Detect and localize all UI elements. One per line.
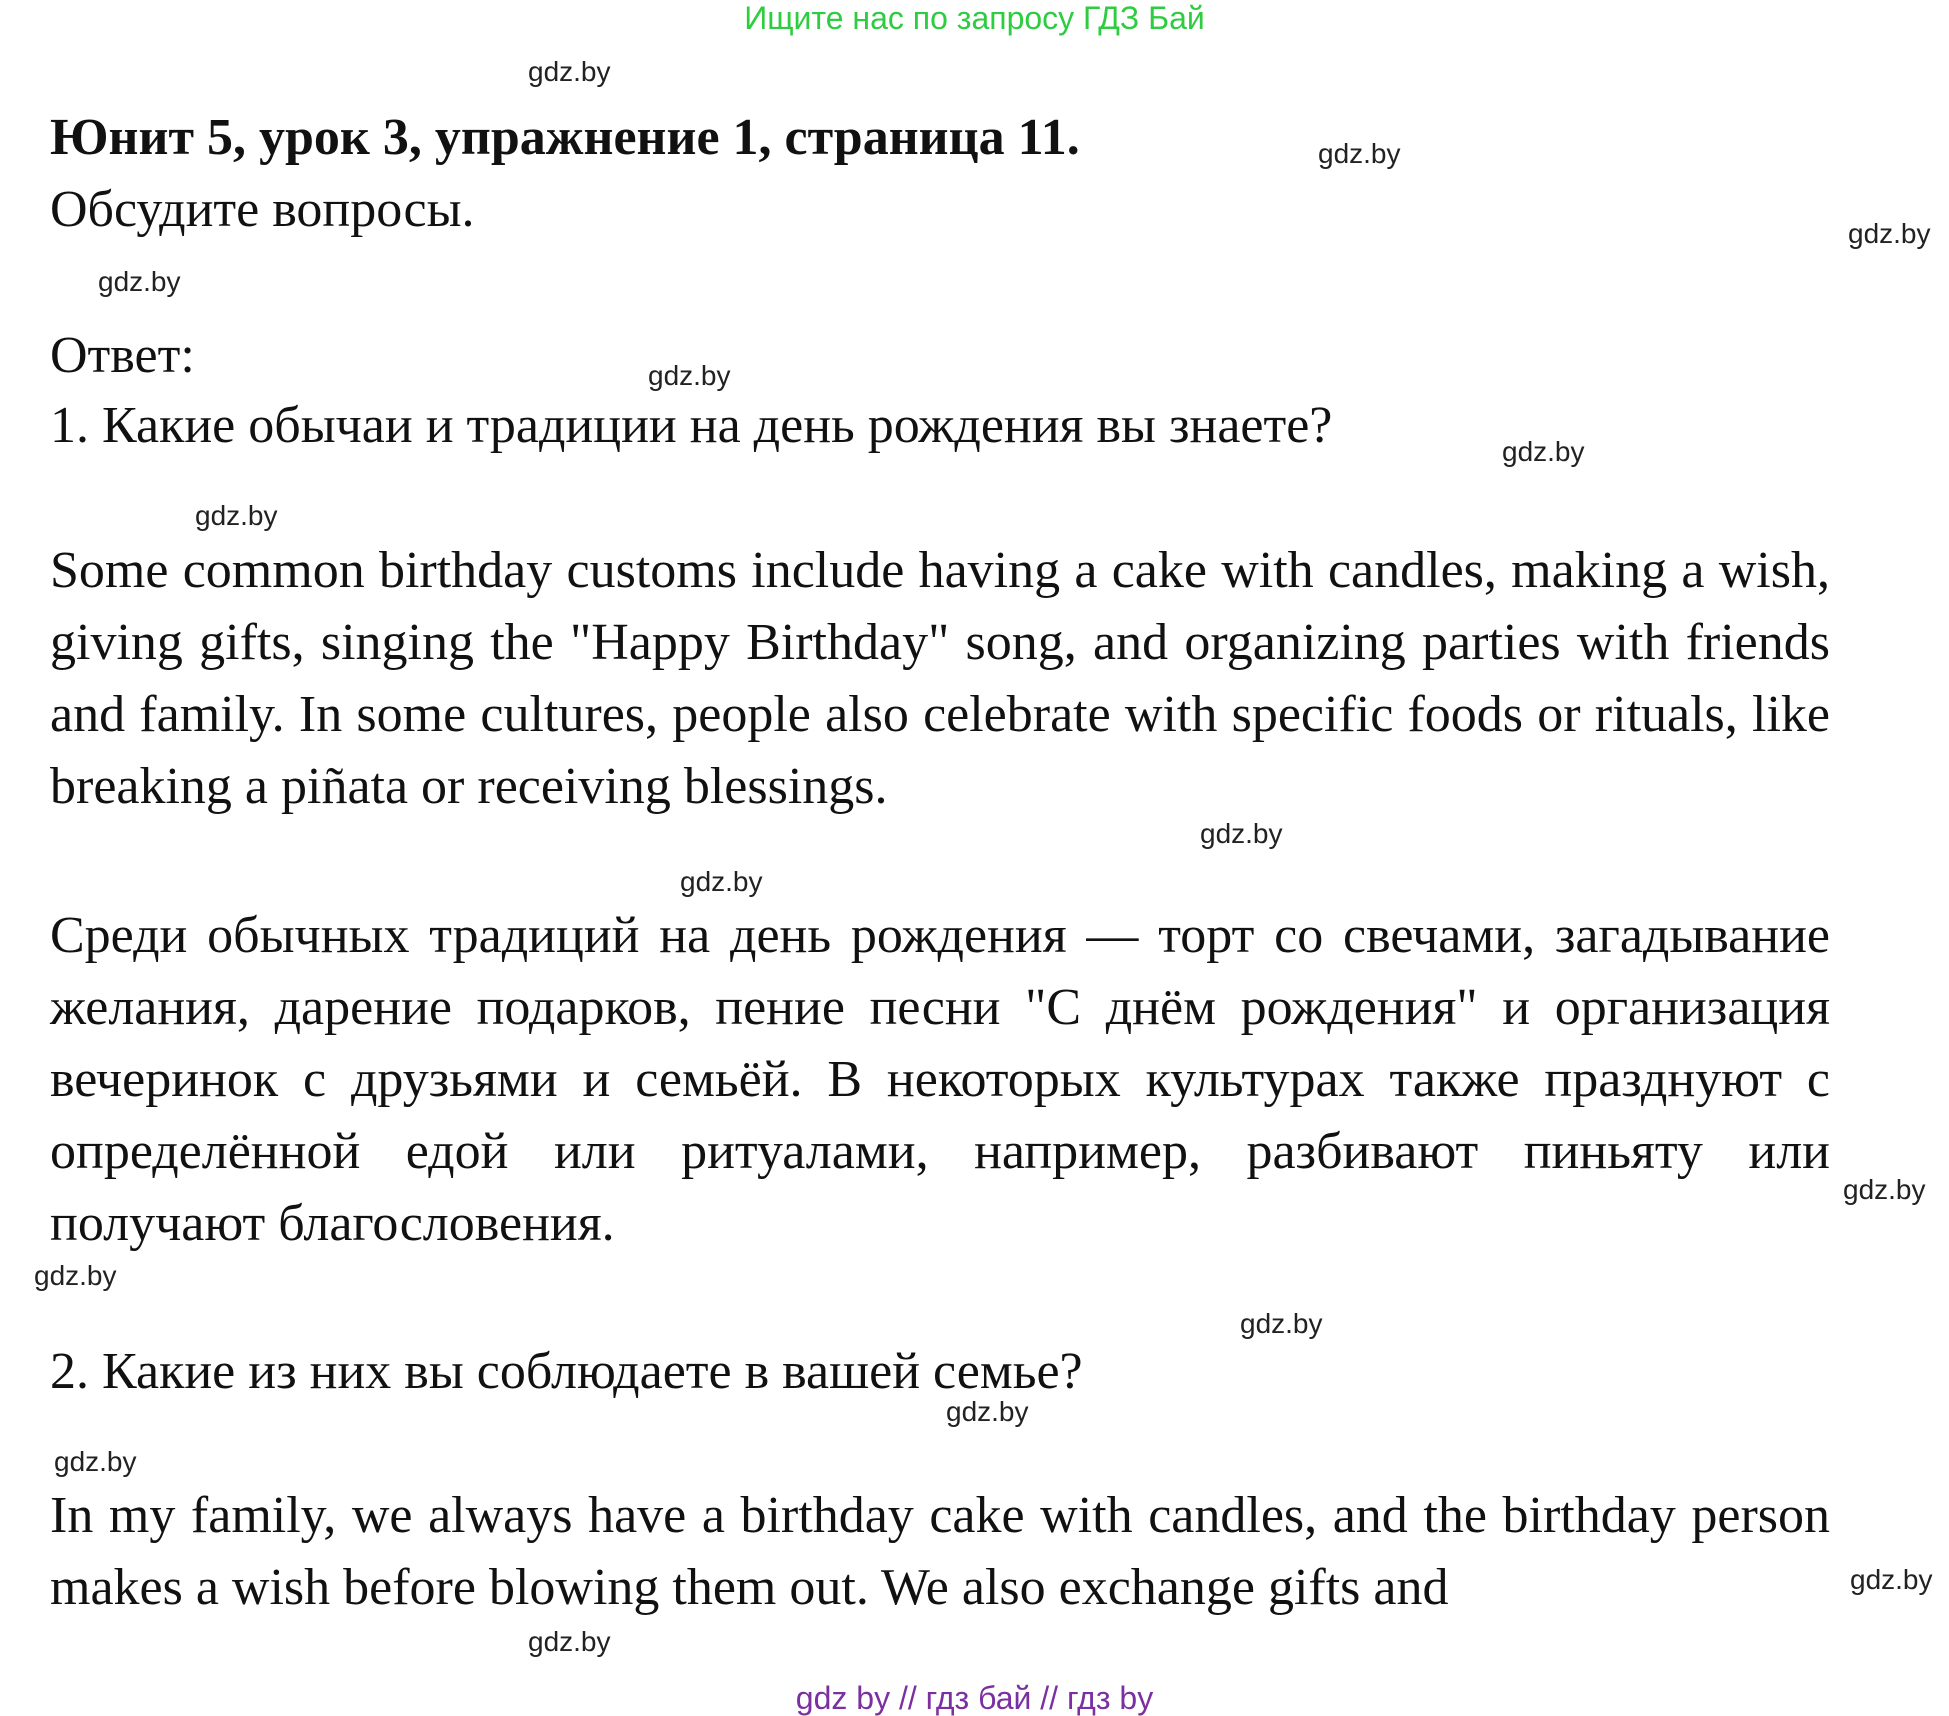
watermark: gdz.by bbox=[1848, 218, 1931, 249]
answer-1-english: Some common birthday customs include having a cake with candles, making a wish, giving gifts, singing the "Happy Birthday" song, and organizing parties with friends and family. In some cultures, people also celebrate with specific foods or rituals, like breaking a piñata or receiving blessings. bbox=[50, 542, 1830, 815]
watermark: gdz.by bbox=[528, 56, 611, 87]
watermark: gdz.by bbox=[946, 1396, 1029, 1427]
watermark: gdz.by bbox=[1200, 818, 1283, 849]
watermark: gdz.by bbox=[528, 1626, 611, 1657]
watermark: gdz.by bbox=[1502, 436, 1585, 467]
watermark: gdz.by bbox=[1843, 1174, 1926, 1205]
watermark: gdz.by bbox=[680, 866, 763, 897]
footer-links[interactable]: gdz by // гдз бай // гдз by bbox=[795, 1680, 1154, 1716]
page-title: Юнит 5, урок 3, упражнение 1, страница 11. bbox=[50, 109, 1080, 166]
answer-2-english: In my family, we always have a birthday cake with candles, and the birthday person makes a wish before blowing them out. We also exchange gifts and bbox=[50, 1487, 1830, 1616]
instruction: Обсудите вопросы. bbox=[50, 181, 475, 238]
watermark: gdz.by bbox=[648, 360, 731, 391]
question-2: 2. Какие из них вы соблюдаете в вашей семье? bbox=[50, 1343, 1083, 1400]
watermark: gdz.by bbox=[1850, 1564, 1933, 1595]
watermark: gdz.by bbox=[34, 1260, 117, 1291]
watermark: gdz.by bbox=[54, 1446, 137, 1477]
question-1: 1. Какие обычаи и традиции на день рождения вы знаете? bbox=[50, 397, 1333, 454]
answer-1-russian: Среди обычных традиций на день рождения — торт со свечами, загадывание желания, дарение подарков, пение песни "С днём рождения" и организация вечеринок с друзьями и семьёй. В некоторых культурах также празднуют с определённой едой или ритуалами, например, разбивают пиньяту или получают благословения. bbox=[50, 907, 1830, 1252]
top-banner[interactable]: Ищите нас по запросу ГДЗ Бай bbox=[744, 0, 1205, 36]
watermark: gdz.by bbox=[1240, 1308, 1323, 1339]
watermark: gdz.by bbox=[1318, 138, 1401, 169]
watermark: gdz.by bbox=[195, 500, 278, 531]
answer-label: Ответ: bbox=[50, 327, 195, 384]
watermark: gdz.by bbox=[98, 266, 181, 297]
